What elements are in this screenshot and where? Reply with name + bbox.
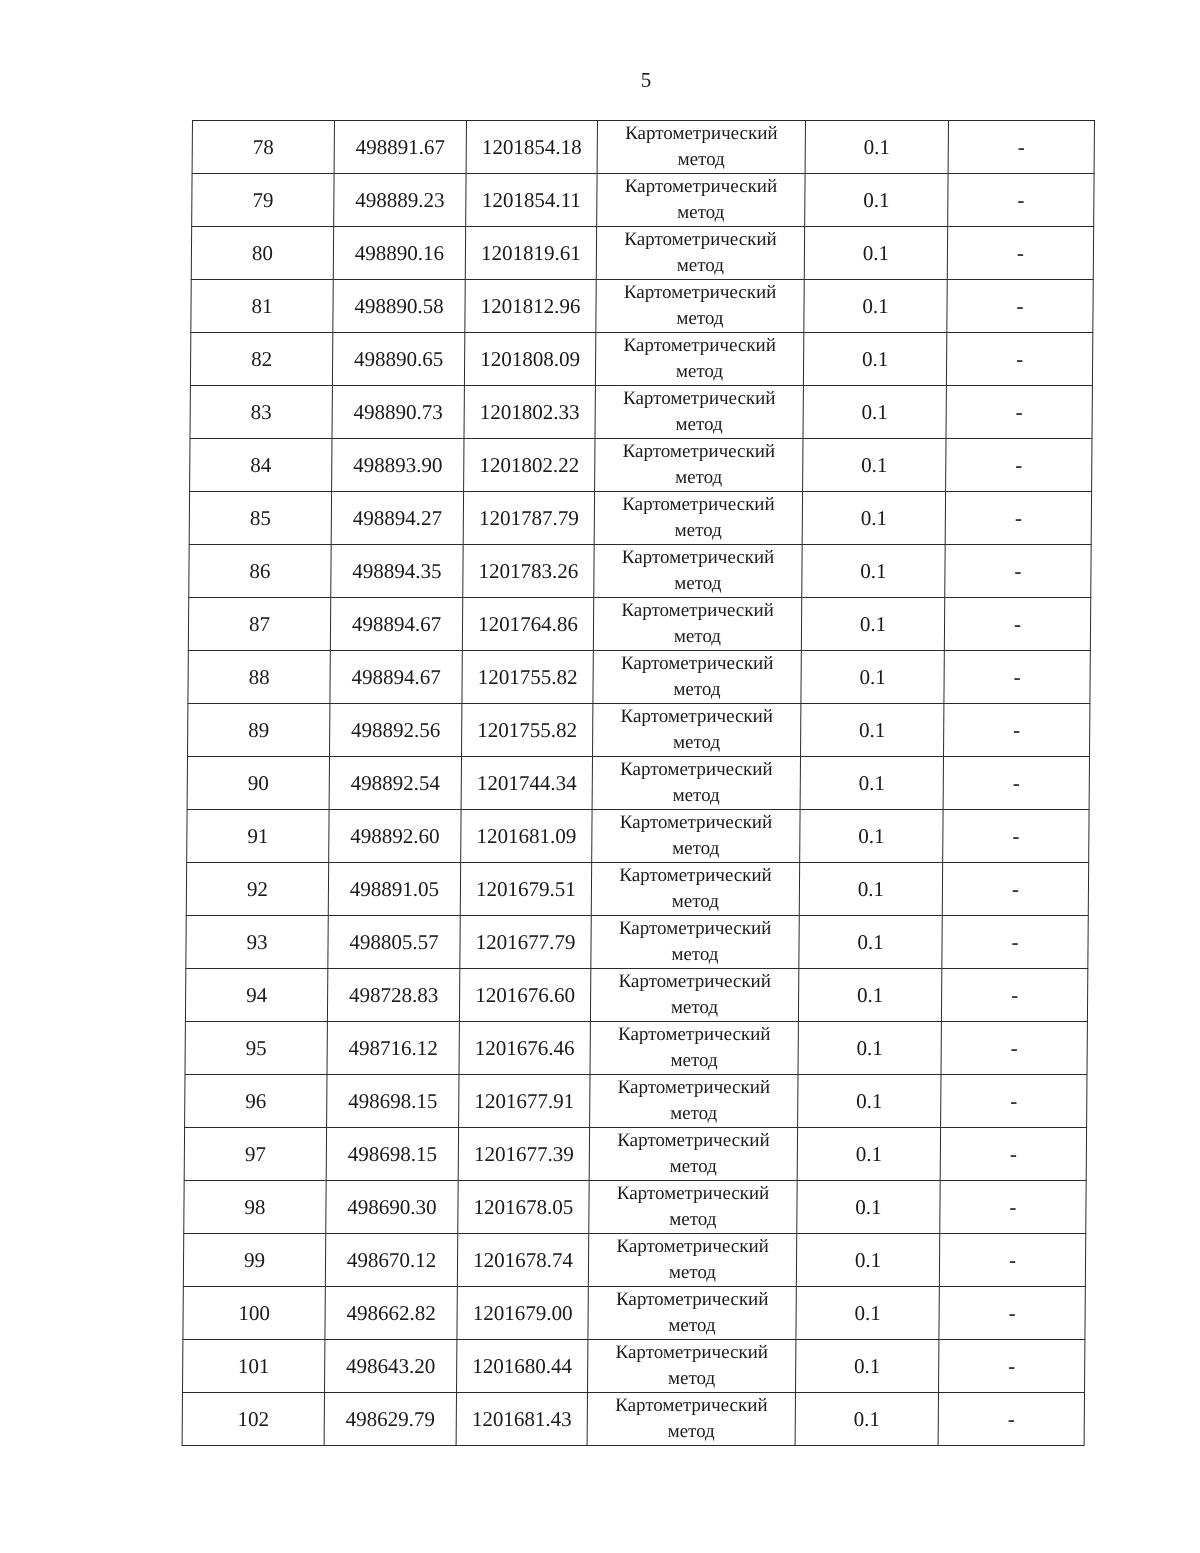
point-number-cell: 92 bbox=[186, 863, 328, 916]
method-name: Картометрический bbox=[622, 494, 775, 515]
note-cell: - bbox=[946, 386, 1092, 439]
method-cell bbox=[589, 1181, 797, 1234]
table-row bbox=[191, 280, 1093, 333]
method-name: Картометрический bbox=[615, 1289, 769, 1310]
note-cell: - bbox=[948, 174, 1094, 227]
point-number-cell: 78 bbox=[192, 121, 334, 174]
note-cell: - bbox=[942, 863, 1088, 916]
method-cell bbox=[593, 704, 801, 757]
point-number-cell: 99 bbox=[183, 1234, 325, 1287]
accuracy-cell: 0.1 bbox=[804, 227, 947, 280]
method-word: метод bbox=[668, 1262, 717, 1283]
point-number-cell: 93 bbox=[186, 916, 328, 969]
point-number-cell: 102 bbox=[182, 1393, 324, 1446]
method-cell bbox=[590, 1075, 798, 1128]
accuracy-cell: 0.1 bbox=[803, 386, 946, 439]
method-cell bbox=[591, 863, 799, 916]
x-coordinate-cell: 498716.12 bbox=[327, 1022, 459, 1075]
table-row bbox=[183, 1340, 1085, 1393]
x-coordinate-cell: 498890.58 bbox=[333, 280, 465, 333]
point-number-cell: 89 bbox=[188, 704, 330, 757]
y-coordinate-cell: 1201677.91 bbox=[459, 1075, 590, 1128]
method-word: метод bbox=[670, 997, 719, 1018]
method-word: метод bbox=[667, 1421, 715, 1442]
method-word: метод bbox=[672, 785, 720, 806]
y-coordinate-cell: 1201679.51 bbox=[460, 863, 591, 916]
method-name: Картометрический bbox=[625, 123, 778, 144]
y-coordinate-cell: 1201678.05 bbox=[458, 1181, 589, 1234]
note-cell: - bbox=[939, 1287, 1085, 1340]
accuracy-cell: 0.1 bbox=[805, 174, 948, 227]
point-number-cell: 91 bbox=[187, 810, 329, 863]
method-cell bbox=[591, 916, 799, 969]
table-row bbox=[192, 174, 1094, 227]
method-word: метод bbox=[669, 1209, 717, 1230]
accuracy-cell: 0.1 bbox=[801, 651, 944, 704]
table-row bbox=[184, 1181, 1086, 1234]
accuracy-cell: 0.1 bbox=[798, 1075, 941, 1128]
x-coordinate-cell: 498690.30 bbox=[326, 1181, 458, 1234]
table-body bbox=[182, 121, 1094, 1446]
note-cell: - bbox=[943, 757, 1089, 810]
method-name: Картометрический bbox=[617, 1130, 770, 1151]
accuracy-cell: 0.1 bbox=[796, 1287, 939, 1340]
accuracy-cell: 0.1 bbox=[799, 863, 942, 916]
method-name: Картометрический bbox=[621, 547, 775, 568]
table-row bbox=[189, 492, 1091, 545]
table-row bbox=[188, 651, 1090, 704]
x-coordinate-cell: 498893.90 bbox=[332, 439, 464, 492]
method-cell bbox=[593, 651, 801, 704]
method-name: Картометрический bbox=[619, 812, 773, 833]
method-name: Картометрический bbox=[621, 600, 774, 621]
method-cell bbox=[590, 969, 798, 1022]
point-number-cell: 101 bbox=[183, 1340, 325, 1393]
note-cell: - bbox=[942, 916, 1088, 969]
point-number-cell: 80 bbox=[191, 227, 333, 280]
y-coordinate-cell: 1201755.82 bbox=[462, 704, 593, 757]
note-cell: - bbox=[940, 1181, 1086, 1234]
x-coordinate-cell: 498894.67 bbox=[330, 598, 462, 651]
method-cell bbox=[596, 280, 804, 333]
y-coordinate-cell: 1201787.79 bbox=[463, 492, 594, 545]
point-number-cell: 97 bbox=[184, 1128, 326, 1181]
y-coordinate-cell: 1201802.22 bbox=[464, 439, 595, 492]
y-coordinate-cell: 1201680.44 bbox=[457, 1340, 588, 1393]
method-cell bbox=[594, 492, 802, 545]
x-coordinate-cell: 498662.82 bbox=[325, 1287, 457, 1340]
note-cell: - bbox=[944, 598, 1090, 651]
table-row bbox=[190, 333, 1092, 386]
y-coordinate-cell: 1201681.09 bbox=[461, 810, 592, 863]
table-row bbox=[183, 1287, 1085, 1340]
method-word: метод bbox=[675, 361, 724, 382]
x-coordinate-cell: 498890.65 bbox=[332, 333, 464, 386]
method-name: Картометрический bbox=[620, 759, 773, 780]
note-cell: - bbox=[945, 545, 1091, 598]
accuracy-cell: 0.1 bbox=[805, 121, 948, 174]
method-cell bbox=[597, 121, 805, 174]
method-word: метод bbox=[672, 732, 721, 753]
method-word: метод bbox=[674, 573, 722, 594]
method-name: Картометрический bbox=[618, 918, 772, 939]
method-word: метод bbox=[667, 1368, 716, 1389]
point-number-cell: 90 bbox=[187, 757, 329, 810]
x-coordinate-cell: 498670.12 bbox=[325, 1234, 457, 1287]
y-coordinate-cell: 1201819.61 bbox=[465, 227, 596, 280]
x-coordinate-cell: 498698.15 bbox=[326, 1128, 458, 1181]
point-number-cell: 79 bbox=[192, 174, 334, 227]
method-name: Картометрический bbox=[623, 335, 777, 356]
y-coordinate-cell: 1201808.09 bbox=[464, 333, 595, 386]
accuracy-cell: 0.1 bbox=[797, 1181, 940, 1234]
method-word: метод bbox=[676, 308, 724, 329]
method-word: метод bbox=[669, 1156, 717, 1177]
x-coordinate-cell: 498891.05 bbox=[328, 863, 460, 916]
note-cell: - bbox=[947, 280, 1093, 333]
x-coordinate-cell: 498892.60 bbox=[329, 810, 461, 863]
x-coordinate-cell: 498643.20 bbox=[325, 1340, 457, 1393]
method-cell bbox=[589, 1128, 797, 1181]
point-number-cell: 86 bbox=[189, 545, 331, 598]
method-name: Картометрический bbox=[615, 1342, 769, 1363]
page-number: 5 bbox=[640, 68, 652, 92]
y-coordinate-cell: 1201676.46 bbox=[459, 1022, 590, 1075]
point-number-cell: 96 bbox=[185, 1075, 327, 1128]
method-word: метод bbox=[676, 255, 725, 276]
method-cell bbox=[595, 386, 803, 439]
table-row bbox=[185, 1022, 1087, 1075]
note-cell: - bbox=[941, 1075, 1087, 1128]
accuracy-cell: 0.1 bbox=[800, 810, 943, 863]
table-row bbox=[185, 1075, 1087, 1128]
note-cell: - bbox=[939, 1340, 1085, 1393]
accuracy-cell: 0.1 bbox=[802, 492, 945, 545]
note-cell: - bbox=[946, 439, 1092, 492]
y-coordinate-cell: 1201677.39 bbox=[458, 1128, 589, 1181]
table-row bbox=[189, 545, 1091, 598]
y-coordinate-cell: 1201812.96 bbox=[465, 280, 596, 333]
accuracy-cell: 0.1 bbox=[795, 1393, 938, 1446]
table-row bbox=[184, 1128, 1086, 1181]
y-coordinate-cell: 1201764.86 bbox=[462, 598, 593, 651]
method-cell bbox=[595, 439, 803, 492]
method-cell bbox=[594, 545, 802, 598]
point-number-cell: 94 bbox=[185, 969, 327, 1022]
y-coordinate-cell: 1201783.26 bbox=[463, 545, 594, 598]
x-coordinate-cell: 498894.35 bbox=[331, 545, 463, 598]
note-cell: - bbox=[944, 651, 1090, 704]
method-word: метод bbox=[673, 626, 722, 647]
y-coordinate-cell: 1201755.82 bbox=[462, 651, 593, 704]
method-name: Картометрический bbox=[624, 229, 777, 250]
accuracy-cell: 0.1 bbox=[802, 545, 945, 598]
method-word: метод bbox=[670, 1050, 718, 1071]
accuracy-cell: 0.1 bbox=[801, 704, 944, 757]
accuracy-cell: 0.1 bbox=[800, 757, 943, 810]
note-cell: - bbox=[938, 1393, 1084, 1446]
method-name: Картометрический bbox=[618, 1024, 771, 1045]
table-row bbox=[183, 1234, 1085, 1287]
method-cell bbox=[592, 810, 800, 863]
table-row bbox=[186, 863, 1088, 916]
method-cell bbox=[593, 598, 801, 651]
accuracy-cell: 0.1 bbox=[801, 598, 944, 651]
y-coordinate-cell: 1201677.79 bbox=[460, 916, 591, 969]
method-name: Картометрический bbox=[623, 282, 777, 303]
method-word: метод bbox=[671, 944, 719, 965]
x-coordinate-cell: 498892.56 bbox=[330, 704, 462, 757]
method-cell bbox=[597, 174, 805, 227]
accuracy-cell: 0.1 bbox=[799, 916, 942, 969]
method-word: метод bbox=[677, 202, 725, 223]
method-name: Картометрический bbox=[618, 971, 772, 992]
accuracy-cell: 0.1 bbox=[798, 969, 941, 1022]
method-cell bbox=[588, 1234, 796, 1287]
accuracy-cell: 0.1 bbox=[798, 1022, 941, 1075]
x-coordinate-cell: 498728.83 bbox=[327, 969, 459, 1022]
method-name: Картометрический bbox=[616, 1183, 770, 1204]
method-word: метод bbox=[674, 520, 722, 541]
y-coordinate-cell: 1201676.60 bbox=[459, 969, 590, 1022]
method-name: Картометрический bbox=[622, 441, 776, 462]
y-coordinate-cell: 1201679.00 bbox=[457, 1287, 588, 1340]
note-cell: - bbox=[948, 121, 1094, 174]
x-coordinate-cell: 498894.27 bbox=[331, 492, 463, 545]
method-name: Картометрический bbox=[615, 1395, 768, 1416]
method-name: Картометрический bbox=[616, 1236, 769, 1257]
method-name: Картометрический bbox=[624, 176, 778, 197]
method-word: метод bbox=[670, 1103, 718, 1124]
table-row bbox=[185, 969, 1087, 1022]
method-cell bbox=[587, 1393, 795, 1446]
x-coordinate-cell: 498805.57 bbox=[328, 916, 460, 969]
method-word: метод bbox=[675, 414, 723, 435]
x-coordinate-cell: 498629.79 bbox=[324, 1393, 456, 1446]
point-number-cell: 100 bbox=[183, 1287, 325, 1340]
point-number-cell: 82 bbox=[190, 333, 332, 386]
table-row bbox=[188, 598, 1090, 651]
point-number-cell: 87 bbox=[188, 598, 330, 651]
y-coordinate-cell: 1201854.11 bbox=[466, 174, 597, 227]
x-coordinate-cell: 498892.54 bbox=[329, 757, 461, 810]
note-cell: - bbox=[939, 1234, 1085, 1287]
method-word: метод bbox=[672, 838, 720, 859]
method-word: метод bbox=[677, 149, 725, 170]
point-number-cell: 98 bbox=[184, 1181, 326, 1234]
table-row bbox=[187, 810, 1089, 863]
accuracy-cell: 0.1 bbox=[796, 1234, 939, 1287]
x-coordinate-cell: 498890.73 bbox=[332, 386, 464, 439]
table-row bbox=[190, 439, 1092, 492]
note-cell: - bbox=[944, 704, 1090, 757]
note-cell: - bbox=[941, 969, 1087, 1022]
point-number-cell: 88 bbox=[188, 651, 330, 704]
table-row bbox=[190, 386, 1092, 439]
note-cell: - bbox=[947, 227, 1093, 280]
method-cell bbox=[588, 1340, 796, 1393]
note-cell: - bbox=[943, 810, 1089, 863]
method-name: Картометрический bbox=[623, 388, 776, 409]
method-cell bbox=[588, 1287, 796, 1340]
method-word: метод bbox=[675, 467, 723, 488]
table-row bbox=[187, 757, 1089, 810]
method-cell bbox=[590, 1022, 798, 1075]
y-coordinate-cell: 1201854.18 bbox=[466, 121, 597, 174]
method-name: Картометрический bbox=[620, 706, 774, 727]
method-word: метод bbox=[673, 679, 721, 700]
y-coordinate-cell: 1201681.43 bbox=[456, 1393, 587, 1446]
note-cell: - bbox=[941, 1022, 1087, 1075]
method-name: Картометрический bbox=[617, 1077, 771, 1098]
x-coordinate-cell: 498891.67 bbox=[334, 121, 466, 174]
point-number-cell: 95 bbox=[185, 1022, 327, 1075]
table-row bbox=[191, 227, 1093, 280]
y-coordinate-cell: 1201802.33 bbox=[464, 386, 595, 439]
table-row bbox=[186, 916, 1088, 969]
table-row bbox=[188, 704, 1090, 757]
accuracy-cell: 0.1 bbox=[797, 1128, 940, 1181]
note-cell: - bbox=[945, 492, 1091, 545]
method-name: Картометрический bbox=[620, 653, 774, 674]
point-number-cell: 85 bbox=[189, 492, 331, 545]
method-cell bbox=[596, 227, 804, 280]
coordinates-table bbox=[182, 120, 1095, 1446]
x-coordinate-cell: 498890.16 bbox=[333, 227, 465, 280]
accuracy-cell: 0.1 bbox=[803, 333, 946, 386]
method-word: метод bbox=[671, 891, 720, 912]
method-name: Картометрический bbox=[619, 865, 772, 886]
x-coordinate-cell: 498889.23 bbox=[334, 174, 466, 227]
method-cell bbox=[595, 333, 803, 386]
x-coordinate-cell: 498894.67 bbox=[330, 651, 462, 704]
note-cell: - bbox=[946, 333, 1092, 386]
table-row bbox=[182, 1393, 1084, 1446]
point-number-cell: 84 bbox=[190, 439, 332, 492]
note-cell: - bbox=[940, 1128, 1086, 1181]
accuracy-cell: 0.1 bbox=[804, 280, 947, 333]
table-row bbox=[192, 121, 1094, 174]
y-coordinate-cell: 1201678.74 bbox=[457, 1234, 588, 1287]
method-word: метод bbox=[668, 1315, 716, 1336]
accuracy-cell: 0.1 bbox=[803, 439, 946, 492]
point-number-cell: 81 bbox=[191, 280, 333, 333]
y-coordinate-cell: 1201744.34 bbox=[461, 757, 592, 810]
x-coordinate-cell: 498698.15 bbox=[327, 1075, 459, 1128]
accuracy-cell: 0.1 bbox=[796, 1340, 939, 1393]
method-cell bbox=[592, 757, 800, 810]
point-number-cell: 83 bbox=[190, 386, 332, 439]
